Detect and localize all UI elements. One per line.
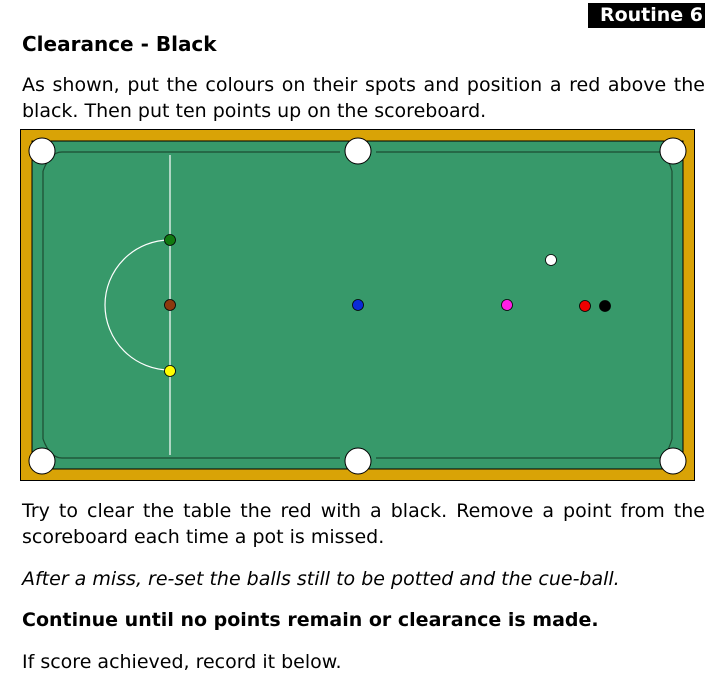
pocket-bottom-left: [29, 448, 55, 474]
green-ball: [165, 235, 176, 246]
pocket-bottom-middle: [345, 448, 371, 474]
brown-ball: [165, 300, 176, 311]
routine-badge: Routine 6: [588, 3, 705, 28]
pocket-top-middle: [345, 138, 371, 164]
yellow-ball: [165, 366, 176, 377]
pocket-top-left: [29, 138, 55, 164]
pink-ball: [502, 300, 513, 311]
record-instruction: If score achieved, record it below.: [22, 651, 342, 673]
instruction-paragraph: Try to clear the table the red with a black. Remove a point from the scoreboard each time a pot is missed.: [22, 500, 705, 548]
pocket-top-right: [660, 138, 686, 164]
page-title: Clearance - Black: [22, 32, 217, 56]
blue-ball: [353, 300, 364, 311]
black-ball: [600, 301, 611, 312]
snooker-table-diagram: [20, 129, 695, 481]
cue-ball: [546, 255, 557, 266]
goal-statement: Continue until no points remain or clearance is made.: [22, 609, 599, 631]
after-miss-note: After a miss, re-set the balls still to be potted and the cue-ball.: [22, 568, 620, 590]
red-ball: [580, 301, 591, 312]
intro-paragraph: As shown, put the colours on their spots and position a red above the black. Then put ten points up on the scoreboard.: [22, 74, 705, 122]
pocket-bottom-right: [660, 448, 686, 474]
